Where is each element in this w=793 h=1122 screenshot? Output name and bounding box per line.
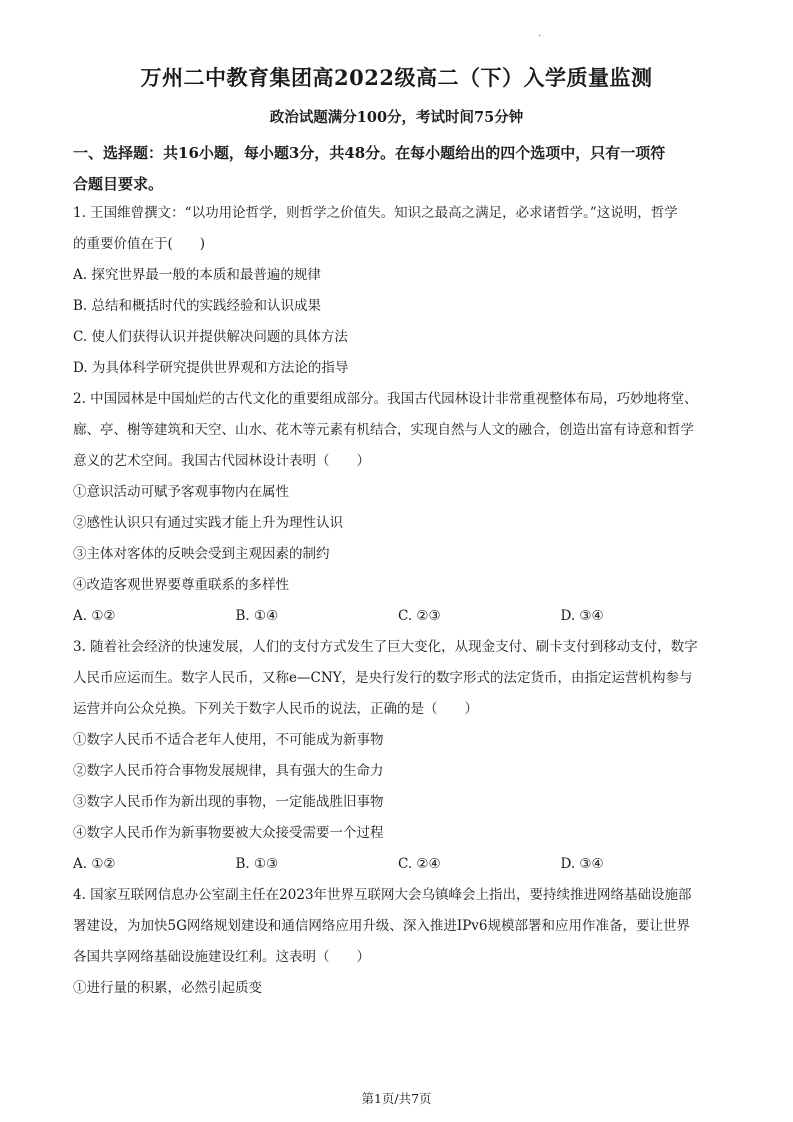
q3-options-row (73, 849, 723, 880)
q1-stem-line-1: 1. 王国维曾撰文：“以功用论哲学，则哲学之价值失。知识之最高之满足，必求诸哲学。”这说明，哲学 (73, 205, 678, 221)
q2-statement-2: ②感性认识只有通过实践才能上升为理性认识 (73, 515, 343, 531)
q1-option-c: C. 使人们获得认识并提供解决问题的具体方法 (73, 329, 348, 345)
q3-statement-4: ④数字人民币作为新事物要被大众接受需要一个过程 (73, 825, 384, 841)
q2-option-a: A. ①② (73, 608, 116, 624)
q3-option-b: B. ①③ (235, 856, 279, 872)
question-list (73, 198, 723, 1004)
q4-stem-line-2: 署建设，为加快5G网络规划建设和通信网络应用升级、深入推进IPv6规模部署和应用作准备，要让世界 (73, 918, 691, 934)
q4-stem-line-1: 4. 国家互联网信息办公室副主任在2023年世界互联网大会乌镇峰会上指出，要持续推进网络基础设施部 (73, 887, 692, 903)
q2-statement-4: ④改造客观世界要尊重联系的多样性 (73, 577, 289, 593)
q2-option-c: C. ②③ (398, 608, 441, 624)
section-heading-line-2: 合题目要求。 (73, 175, 164, 193)
q4-statement-1: ①进行量的积累，必然引起质变 (73, 980, 262, 996)
q2-option-b: B. ①④ (235, 608, 279, 624)
q3-statement-1: ①数字人民币不适合老年人使用，不可能成为新事物 (73, 732, 384, 748)
q2-stem-line-3: 意义的艺术空间。我国古代园林设计表明（ ） (73, 453, 370, 469)
page-title: 万州二中教育集团高2022级高二（下）入学质量监测 (140, 65, 653, 90)
q1-option-d: D. 为具体科学研究提供世界观和方法论的指导 (73, 360, 349, 376)
exam-subtitle: 政治试题满分100分，考试时间75分钟 (269, 109, 524, 126)
q3-stem-line-2: 人民币应运而生。数字人民币，又称e—CNY，是央行发行的数字形式的法定货币，由指定运营机构参与 (73, 670, 693, 686)
section-heading-line-1: 一、选择题：共16小题，每小题3分，共48分。在每小题给出的四个选项中，只有一项符 (73, 144, 666, 162)
q3-option-c: C. ②④ (398, 856, 441, 872)
q2-stem-line-1: 2. 中国园林是中国灿烂的古代文化的重要组成部分。我国古代园林设计非常重视整体布局，巧妙地将堂、 (73, 391, 698, 407)
q3-stem-line-1: 3. 随着社会经济的快速发展，人们的支付方式发生了巨大变化，从现金支付、刷卡支付到移动支付，数字 (73, 639, 698, 655)
q2-stem-line-2: 廊、亭、榭等建筑和天空、山水、花木等元素有机结合，实现自然与人文的融合，创造出富有诗意和哲学 (73, 422, 694, 438)
q2-statement-1: ①意识活动可赋予客观事物内在属性 (73, 484, 289, 500)
q3-option-d: D. ③④ (560, 856, 604, 872)
q2-statement-3: ③主体对客体的反映会受到主观因素的制约 (73, 546, 330, 562)
q2-options-row (73, 601, 723, 632)
q1-option-b: B. 总结和概括时代的实践经验和认识成果 (73, 298, 322, 314)
q2-option-d: D. ③④ (560, 608, 604, 624)
q1-option-a: A. 探究世界最一般的本质和最普遍的规律 (73, 267, 321, 283)
page-number: 第1页/共7页 (361, 1091, 432, 1106)
corner-mark: . (538, 28, 542, 39)
q3-statement-2: ②数字人民币符合事物发展规律，具有强大的生命力 (73, 763, 384, 779)
q3-option-a: A. ①② (73, 856, 116, 872)
q3-stem-line-3: 运营并向公众兑换。下列关于数字人民币的说法，正确的是（ ） (73, 701, 478, 717)
q1-stem-line-2: 的重要价值在于( ) (73, 236, 206, 252)
q4-stem-line-3: 各国共享网络基础设施建设红利。这表明（ ） (73, 949, 370, 965)
q3-statement-3: ③数字人民币作为新出现的事物，一定能战胜旧事物 (73, 794, 384, 810)
section-heading (73, 138, 723, 200)
